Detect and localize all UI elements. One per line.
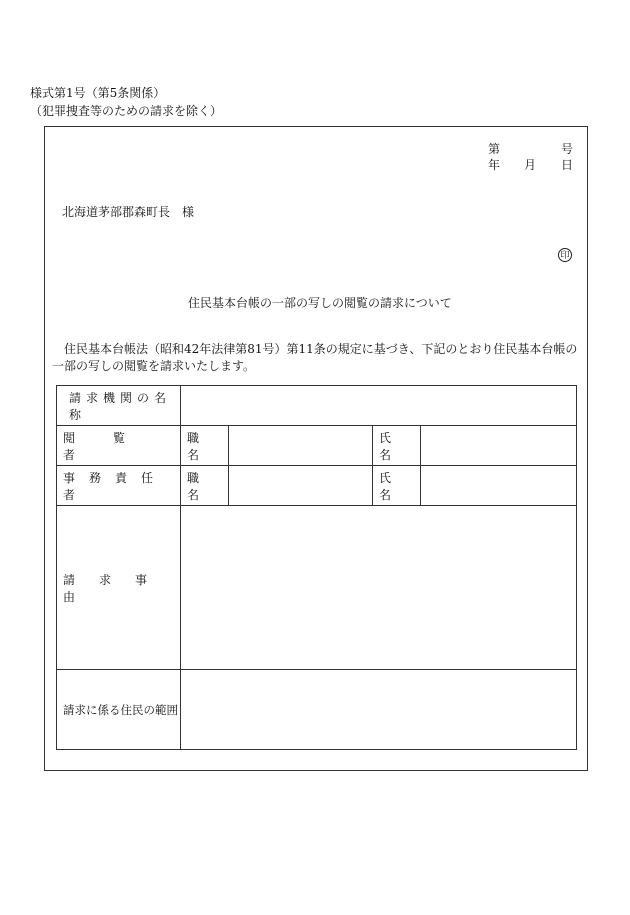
- request-body: 住民基本台帳法（昭和42年法律第81号）第11条の規定に基づき、下記のとおり住民基本台帳の一部の写しの閲覧を請求いたします。: [52, 342, 578, 373]
- reason-label-cell: [57, 506, 181, 670]
- reason-label: 請求事由: [63, 572, 172, 604]
- scope-label: 請求に係る住民の範囲: [63, 702, 178, 717]
- addressee: 北海道茅部郡森町長 様: [62, 205, 195, 219]
- manager-position-input[interactable]: [229, 466, 373, 506]
- manager-label-cell: [57, 466, 181, 506]
- document-title: 住民基本台帳の一部の写しの閲覧の請求について: [188, 296, 452, 310]
- manager-label: 事務責任者: [63, 470, 168, 502]
- document-number-suffix: 号: [561, 142, 574, 156]
- date-month: 月: [524, 158, 537, 172]
- reason-input[interactable]: [181, 506, 577, 670]
- date-day: 日: [561, 158, 574, 172]
- viewer-name-label-cell: [373, 426, 421, 466]
- request-table: [56, 385, 577, 750]
- row-scope: [57, 670, 577, 750]
- viewer-name-input[interactable]: [421, 426, 577, 466]
- date-year: 年: [488, 158, 501, 172]
- document-number-prefix: 第: [488, 142, 501, 156]
- seal-icon: 印: [558, 248, 572, 262]
- exclusion-note: （犯罪捜査等のための請求を除く）: [30, 104, 223, 118]
- manager-position-label-cell: [181, 466, 229, 506]
- agency-input[interactable]: [181, 386, 577, 426]
- agency-label: 請求機関の名称: [69, 390, 172, 422]
- scope-label-cell: [57, 670, 181, 750]
- viewer-label-cell: [57, 426, 181, 466]
- scope-input[interactable]: [181, 670, 577, 750]
- viewer-position-label-cell: [181, 426, 229, 466]
- manager-position-label: 職名: [187, 470, 212, 502]
- manager-name-label: 氏名: [379, 470, 404, 502]
- viewer-position-label: 職名: [187, 430, 212, 462]
- manager-name-input[interactable]: [421, 466, 577, 506]
- row-agency: [57, 386, 577, 426]
- row-manager: [57, 466, 577, 506]
- viewer-name-label: 氏名: [379, 430, 404, 462]
- viewer-position-input[interactable]: [229, 426, 373, 466]
- row-reason: [57, 506, 577, 670]
- form-number: 様式第1号（第5条関係）: [30, 86, 166, 100]
- row-viewer: [57, 426, 577, 466]
- viewer-label: 閲覧者: [63, 430, 164, 462]
- agency-label-cell: [57, 386, 181, 426]
- manager-name-label-cell: [373, 466, 421, 506]
